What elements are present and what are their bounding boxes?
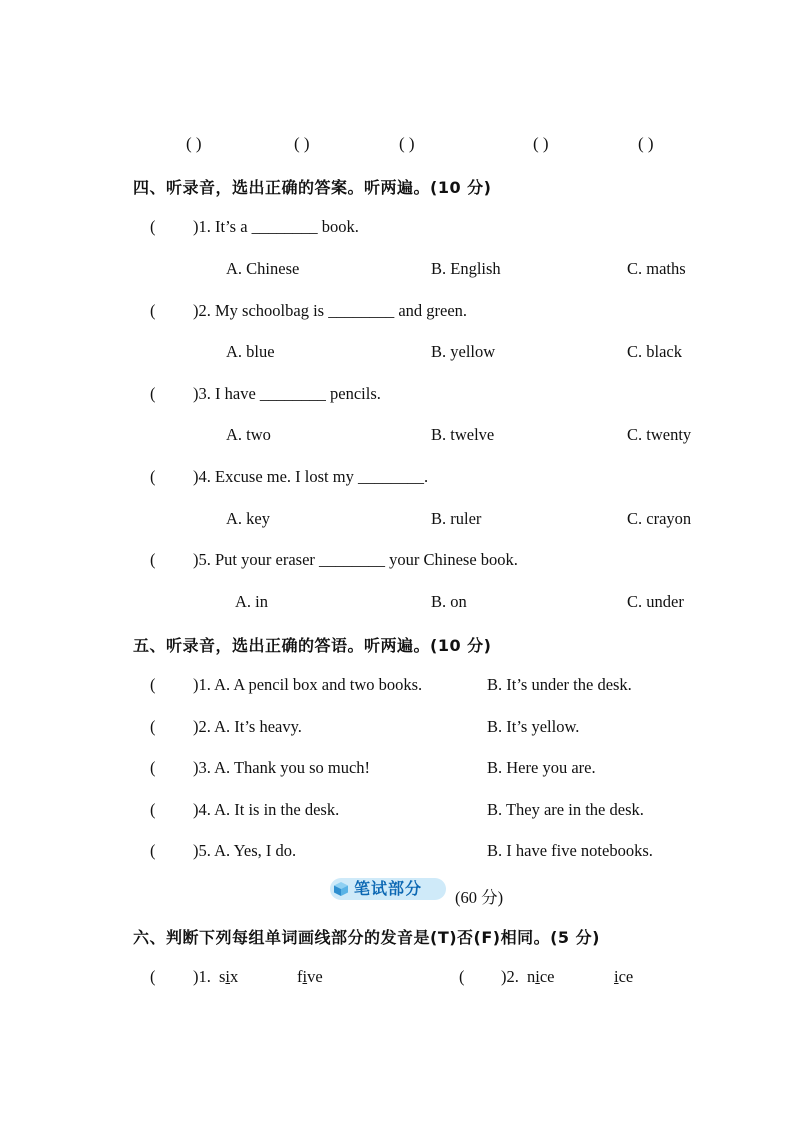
section5-title: 五、听录音，选出正确的答语。听两遍。(10 分) [133,636,492,655]
written-part-badge [330,878,446,900]
q5-5-paren[interactable]: ( [150,841,156,860]
q6-2-word-1: nice [527,967,555,986]
q4-1-option-b: B. English [431,259,501,278]
q4-2-paren[interactable]: ( [150,301,156,320]
q6-2-number: )2. [501,967,519,986]
q4-4-option-a: A. key [226,509,270,528]
answer-paren-1[interactable]: ( ) [186,134,202,153]
q4-5-option-b: B. on [431,592,467,611]
q6-2-word-2: ice [614,967,634,986]
q5-4-option-b: B. They are in the desk. [487,800,644,819]
section4-title: 四、听录音，选出正确的答案。听两遍。(10 分) [133,178,492,197]
q4-3-option-c: C. twenty [627,425,692,444]
q4-3-text: )3. I have ________ pencils. [193,384,381,403]
q6-2-paren[interactable]: ( [459,967,465,986]
answer-paren-5[interactable]: ( ) [638,134,654,153]
section6-title: 六、判断下列每组单词画线部分的发音是(T)否(F)相同。(5 分) [133,928,600,947]
q6-1-word-1: six [219,967,239,986]
q4-3-option-b: B. twelve [431,425,495,444]
q5-1-option-a: )1. A. A pencil box and two books. [193,675,423,694]
cube-icon [332,881,350,897]
q5-5-option-b: B. I have five notebooks. [487,841,653,860]
q4-1-option-c: C. maths [627,259,686,278]
answer-paren-2[interactable]: ( ) [294,134,310,153]
written-part-score: (60 分) [455,888,504,907]
q4-2-option-c: C. black [627,342,682,361]
q5-2-paren[interactable]: ( [150,717,156,736]
q4-5-option-c: C. under [627,592,684,611]
q4-2-option-a: A. blue [226,342,275,361]
q4-1-paren[interactable]: ( [150,217,156,236]
q4-4-option-c: C. crayon [627,509,692,528]
q5-3-paren[interactable]: ( [150,758,156,777]
q5-2-option-b: B. It’s yellow. [487,717,580,736]
q4-4-option-b: B. ruler [431,509,482,528]
q4-1-text: )1. It’s a ________ book. [193,217,359,236]
q5-2-option-a: )2. A. It’s heavy. [193,717,302,736]
q4-5-option-a: A. in [235,592,268,611]
answer-paren-4[interactable]: ( ) [533,134,549,153]
q4-1-option-a: A. Chinese [226,259,300,278]
q4-3-option-a: A. two [226,425,271,444]
q4-2-text: )2. My schoolbag is ________ and green. [193,301,468,320]
q5-4-paren[interactable]: ( [150,800,156,819]
q6-1-number: )1. [193,967,211,986]
q5-3-option-b: B. Here you are. [487,758,596,777]
q5-1-paren[interactable]: ( [150,675,156,694]
q4-5-paren[interactable]: ( [150,550,156,569]
q6-1-paren[interactable]: ( [150,967,156,986]
answer-paren-3[interactable]: ( ) [399,134,415,153]
q5-5-option-a: )5. A. Yes, I do. [193,841,297,860]
written-part-label: 笔试部分 [354,879,423,898]
q5-1-option-b: B. It’s under the desk. [487,675,632,694]
q4-4-text: )4. Excuse me. I lost my ________. [193,467,429,486]
q4-4-paren[interactable]: ( [150,467,156,486]
q4-3-paren[interactable]: ( [150,384,156,403]
q6-1-word-2: five [297,967,323,986]
q5-3-option-a: )3. A. Thank you so much! [193,758,371,777]
q4-2-option-b: B. yellow [431,342,496,361]
q5-4-option-a: )4. A. It is in the desk. [193,800,340,819]
q4-5-text: )5. Put your eraser ________ your Chinese book. [193,550,518,569]
